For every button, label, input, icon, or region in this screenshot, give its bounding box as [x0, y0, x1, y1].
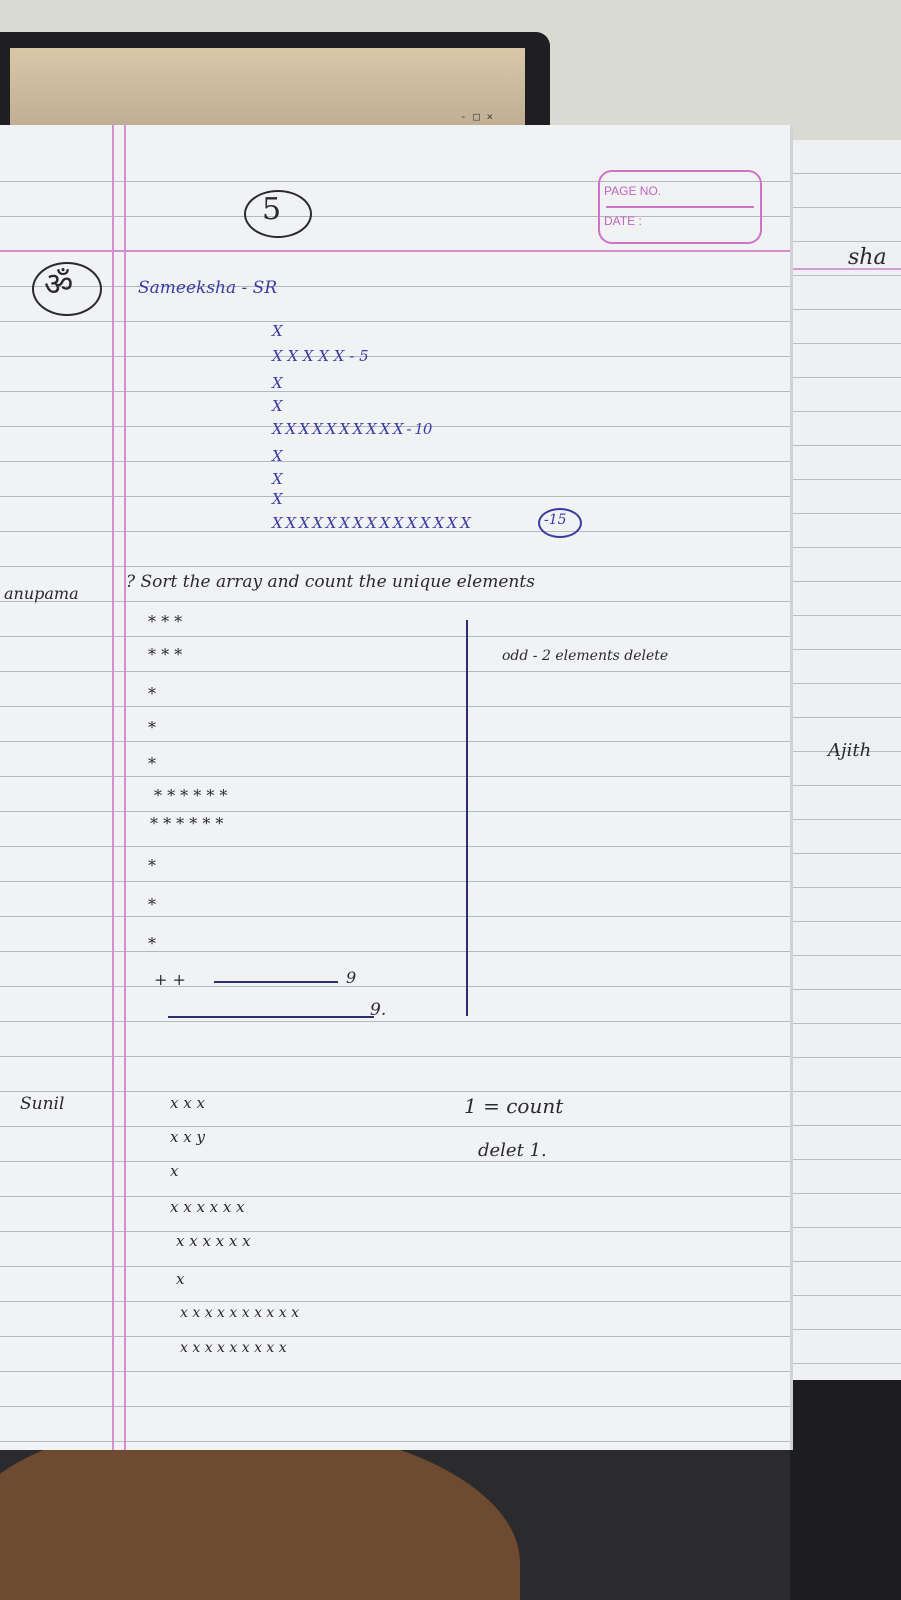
- sameeksha-row-9: X X X X X X X X X X X X X X X: [272, 514, 470, 532]
- sunil-row-8: x x x x x x x x x: [180, 1340, 287, 1356]
- page-box-divider: [606, 206, 754, 208]
- page-no-label: PAGE NO.: [604, 184, 662, 198]
- result-arrow-line: [214, 981, 338, 983]
- anupama-row-9: *: [148, 895, 156, 914]
- sunil-row-5: x x x x x x: [176, 1232, 251, 1250]
- left-margin-line: [112, 125, 114, 1450]
- right-page-heading: sha: [848, 245, 887, 270]
- anupama-name: anupama: [4, 584, 79, 603]
- sameeksha-name: Sameeksha - SR: [138, 278, 278, 298]
- sameeksha-row-5: X X X X X X X X X X - 10: [272, 420, 432, 438]
- laptop-screen: [10, 48, 525, 128]
- anupama-question: ? Sort the array and count the unique elements: [126, 572, 535, 592]
- page-number: 5: [262, 192, 282, 227]
- sameeksha-total: -15: [544, 512, 567, 528]
- anupama-row-6: * * * * * *: [154, 786, 228, 805]
- sunil-row-7: x x x x x x x x x x: [180, 1305, 300, 1321]
- anupama-row-7: * * * * * *: [150, 814, 224, 833]
- sunil-row-2: x x y: [170, 1128, 205, 1146]
- sunil-row-6: x: [176, 1270, 185, 1288]
- left-margin-line-2: [124, 125, 126, 1450]
- sunil-row-4: x x x x x x: [170, 1198, 245, 1216]
- anupama-row-11: + +: [154, 970, 186, 989]
- anupama-note: odd - 2 elements delete: [502, 648, 669, 664]
- notebook-page: [0, 125, 793, 1450]
- anupama-row-4: *: [148, 718, 156, 737]
- right-page-name: Ajith: [828, 740, 872, 761]
- page-no-date-box: [598, 170, 762, 244]
- anupama-row-1: * * *: [148, 612, 183, 631]
- anupama-result-bottom: 9.: [370, 1000, 387, 1020]
- sameeksha-row-7: X: [272, 470, 283, 488]
- sameeksha-row-4: X: [272, 397, 283, 415]
- anupama-row-3: *: [148, 684, 156, 703]
- anupama-row-10: *: [148, 934, 156, 953]
- sameeksha-row-8: X: [272, 490, 283, 508]
- right-notebook-page: [790, 140, 901, 1380]
- date-label: DATE :: [604, 214, 642, 228]
- sameeksha-row-3: X: [272, 374, 283, 392]
- sameeksha-row-1: X: [272, 322, 283, 340]
- om-symbol: ॐ: [44, 265, 74, 303]
- sunil-row-3: x: [170, 1162, 179, 1180]
- sameeksha-row-2: X X X X X - 5: [272, 347, 369, 365]
- result-underline: [168, 1016, 374, 1018]
- column-divider: [466, 620, 468, 1016]
- sunil-note-count: 1 = count: [464, 1094, 564, 1118]
- window-controls: - □ ×: [460, 110, 494, 123]
- sunil-row-1: x x x: [170, 1094, 205, 1112]
- anupama-row-5: *: [148, 754, 156, 773]
- anupama-row-8: *: [148, 856, 156, 875]
- sameeksha-row-6: X: [272, 447, 283, 465]
- anupama-result: 9: [346, 968, 357, 987]
- anupama-row-2: * * *: [148, 645, 183, 664]
- top-margin-line: [0, 250, 790, 252]
- sunil-note-delete: delet 1.: [478, 1140, 547, 1161]
- sunil-name: Sunil: [20, 1094, 65, 1114]
